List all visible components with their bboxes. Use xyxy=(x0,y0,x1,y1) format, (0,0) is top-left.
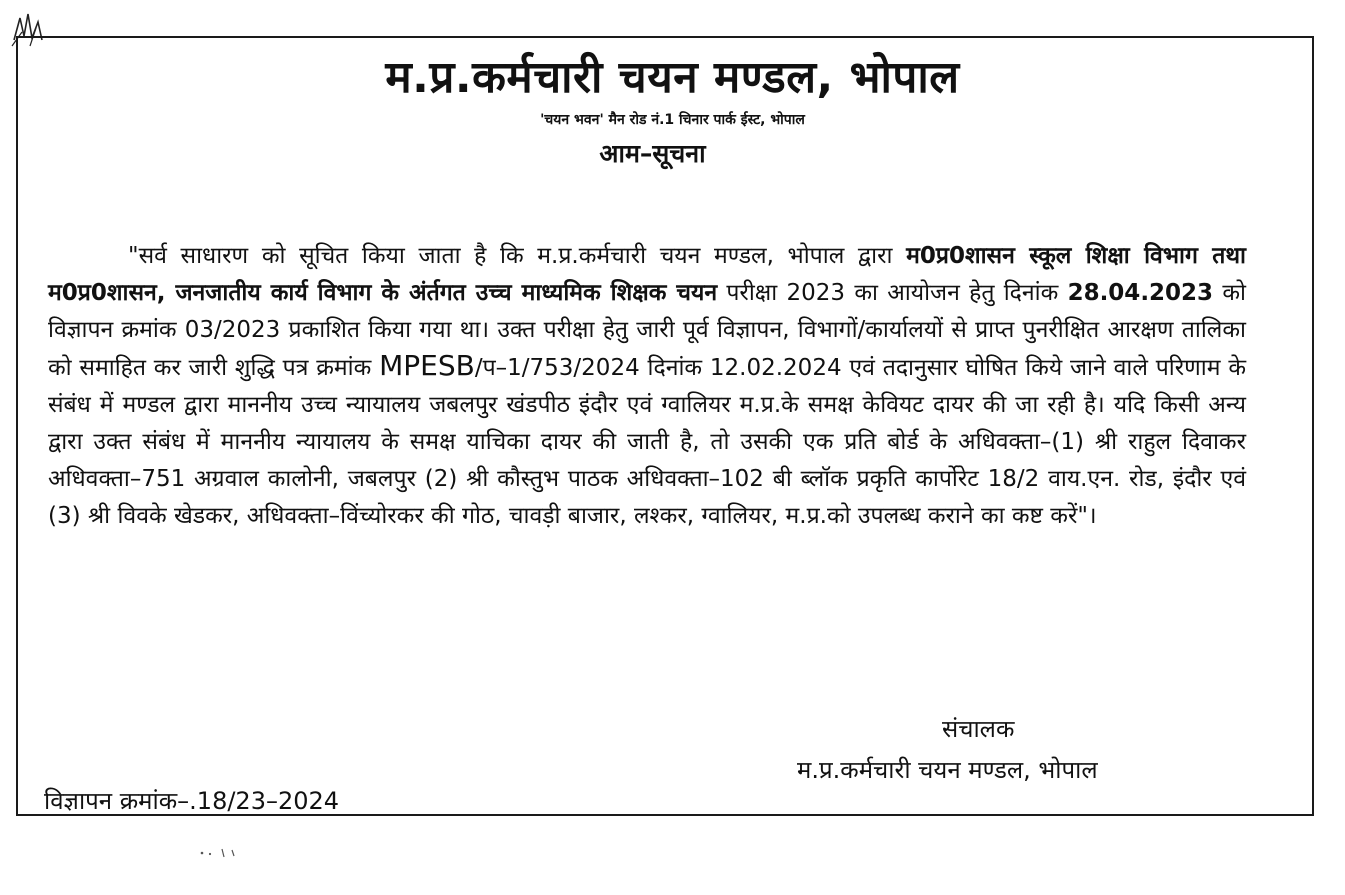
office-address: 'चयन भवन' मैन रोड नं.1 चिनार पार्क ईस्ट, भोपाल xyxy=(540,112,805,128)
body-bold-departments: म0प्र0शासन स्कूल शिक्षा विभाग तथा म0प्र0शासन, जनजातीय कार्य विभाग के अंर्तगत उच्च माध्यमिक शिक्षक चयन xyxy=(48,243,1246,306)
signatory-role: संचालक xyxy=(942,715,1015,743)
scan-speck-icon xyxy=(196,846,246,860)
body-part-4: /प–1/753/2024 दिनांक 12.02.2024 एवं तदानुसार घोषित किये जाने वाले परिणाम के संबंध में मण्डल द्वारा माननीय उच्च न्यायालय जबलपुर खंडपीठ इंदौर एवं ग्वालियर म.प्र.के समक्ष केवियट दायर की जा रही है। यदि किसी अन्य द्वारा उक्त संबंध में माननीय न्यायालय के समक्ष याचिका दायर की जाती है, तो उसकी एक प्रति बोर्ड के अधिवक्ता–(1) श्री राहुल दिवाकर अधिवक्ता–751 अग्रवाल कालोनी, जबलपुर (2) श्री कौस्तुभ पाठक अधिवक्ता–102 बी ब्लॉक प्रकृति कार्पोरेट 18/2 वाय.एन. रोड, इंदौर एवं (3) श्री विवके खेडकर, अधिवक्ता–विंच्योरकर की गोठ, चावड़ी बाजार, लश्कर, ग्वालियर, म.प्र.को उपलब्ध कराने का कष्ट करें"। xyxy=(48,355,1246,529)
signatory-organization: म.प्र.कर्मचारी चयन मण्डल, भोपाल xyxy=(797,756,1098,784)
body-bold-date: 28.04.2023 xyxy=(1067,279,1214,306)
notice-body xyxy=(48,238,1246,534)
body-ref-code: MPESB xyxy=(379,349,475,383)
notice-heading: आम–सूचना xyxy=(599,139,706,168)
body-part-1: "सर्व साधारण को सूचित किया जाता है कि म.प्र.कर्मचारी चयन मण्डल, भोपाल द्वारा xyxy=(128,243,907,269)
advertisement-number: विज्ञापन क्रमांक–.18/23–2024 xyxy=(44,787,340,815)
body-part-3: को विज्ञापन क्रमांक 03/2023 प्रकाशित किया गया था। उक्त परीक्षा हेतु जारी पूर्व विज्ञापन, विभागों/कार्यालयों से प्राप्त पुनरीक्षित आरक्षण तालिका को समाहित कर जारी शुद्धि पत्र क्रमांक xyxy=(48,279,1246,382)
page-title: म.प्र.कर्मचारी चयन मण्डल, भोपाल xyxy=(385,52,960,103)
body-part-2: परीक्षा 2023 का आयोजन हेतु दिनांक xyxy=(717,279,1068,306)
